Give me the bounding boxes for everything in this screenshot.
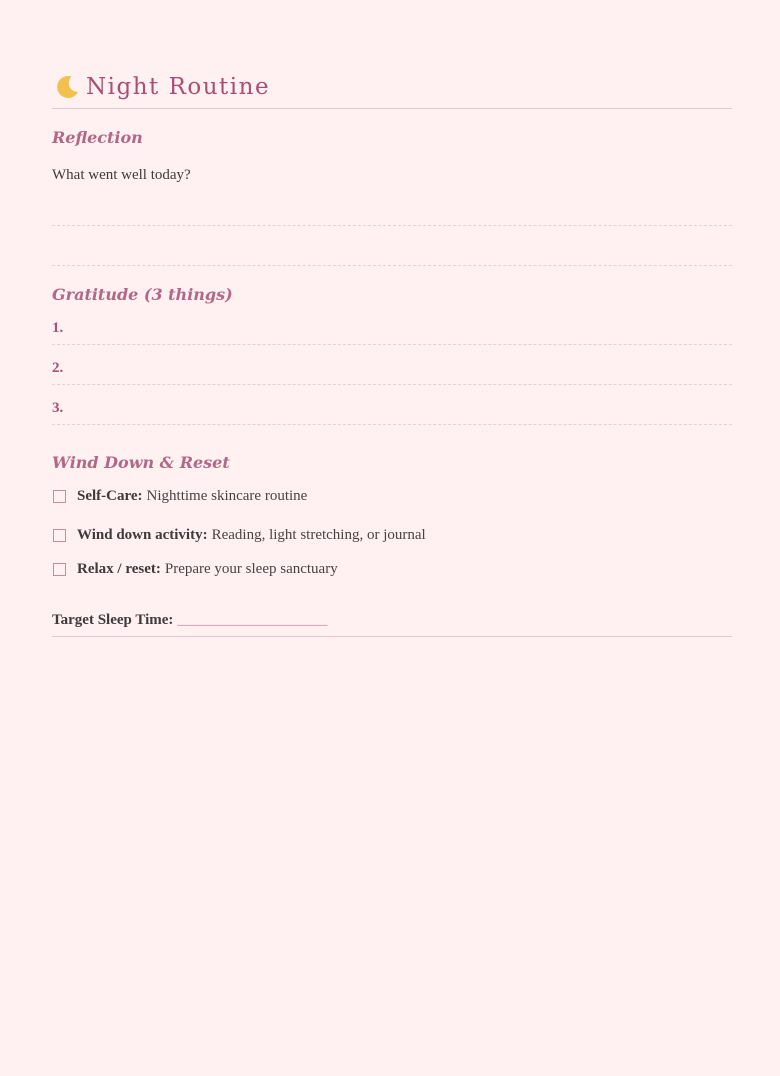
gratitude-item[interactable] <box>52 385 732 425</box>
page-title: Night Routine <box>86 74 271 100</box>
reflection-writing-line[interactable] <box>52 265 732 266</box>
gratitude-list <box>52 317 732 425</box>
gratitude-number: 3. <box>52 400 64 416</box>
checklist-item-text: Reading, light stretching, or journal <box>211 527 426 544</box>
reflection-heading: Reflection <box>52 128 143 147</box>
target-sleep-time-field[interactable]: ____________________ <box>177 612 328 628</box>
reflection-writing-line[interactable] <box>52 225 732 226</box>
target-sleep-time-label: Target Sleep Time: <box>52 612 174 628</box>
target-sleep-time-row <box>52 612 732 637</box>
checklist-item-wind-down-activity <box>52 519 732 553</box>
gratitude-item[interactable] <box>52 317 732 345</box>
checklist-item-text: Nighttime skincare routine <box>146 487 308 504</box>
checklist-item-relax-reset <box>52 553 732 587</box>
wind-down-checklist <box>52 486 732 586</box>
checklist-item-self-care <box>52 486 732 506</box>
checklist-item-text: Prepare your sleep sanctuary <box>164 560 338 577</box>
gratitude-item[interactable] <box>52 345 732 385</box>
gratitude-number: 2. <box>52 360 64 376</box>
checkbox[interactable] <box>53 563 66 576</box>
checkbox[interactable] <box>53 529 66 542</box>
gratitude-number: 1. <box>52 320 64 336</box>
checkbox[interactable] <box>53 490 66 503</box>
page-header <box>52 72 732 109</box>
checklist-item-label: Self-Care: <box>77 487 143 504</box>
checklist-item-label: Wind down activity: <box>77 527 208 544</box>
reflection-prompt: What went well today? <box>52 167 191 183</box>
gratitude-heading: Gratitude (3 things) <box>52 285 233 304</box>
wind-down-heading: Wind Down & Reset <box>52 453 230 472</box>
crescent-moon-icon <box>52 72 82 102</box>
checklist-item-label: Relax / reset: <box>77 560 161 577</box>
